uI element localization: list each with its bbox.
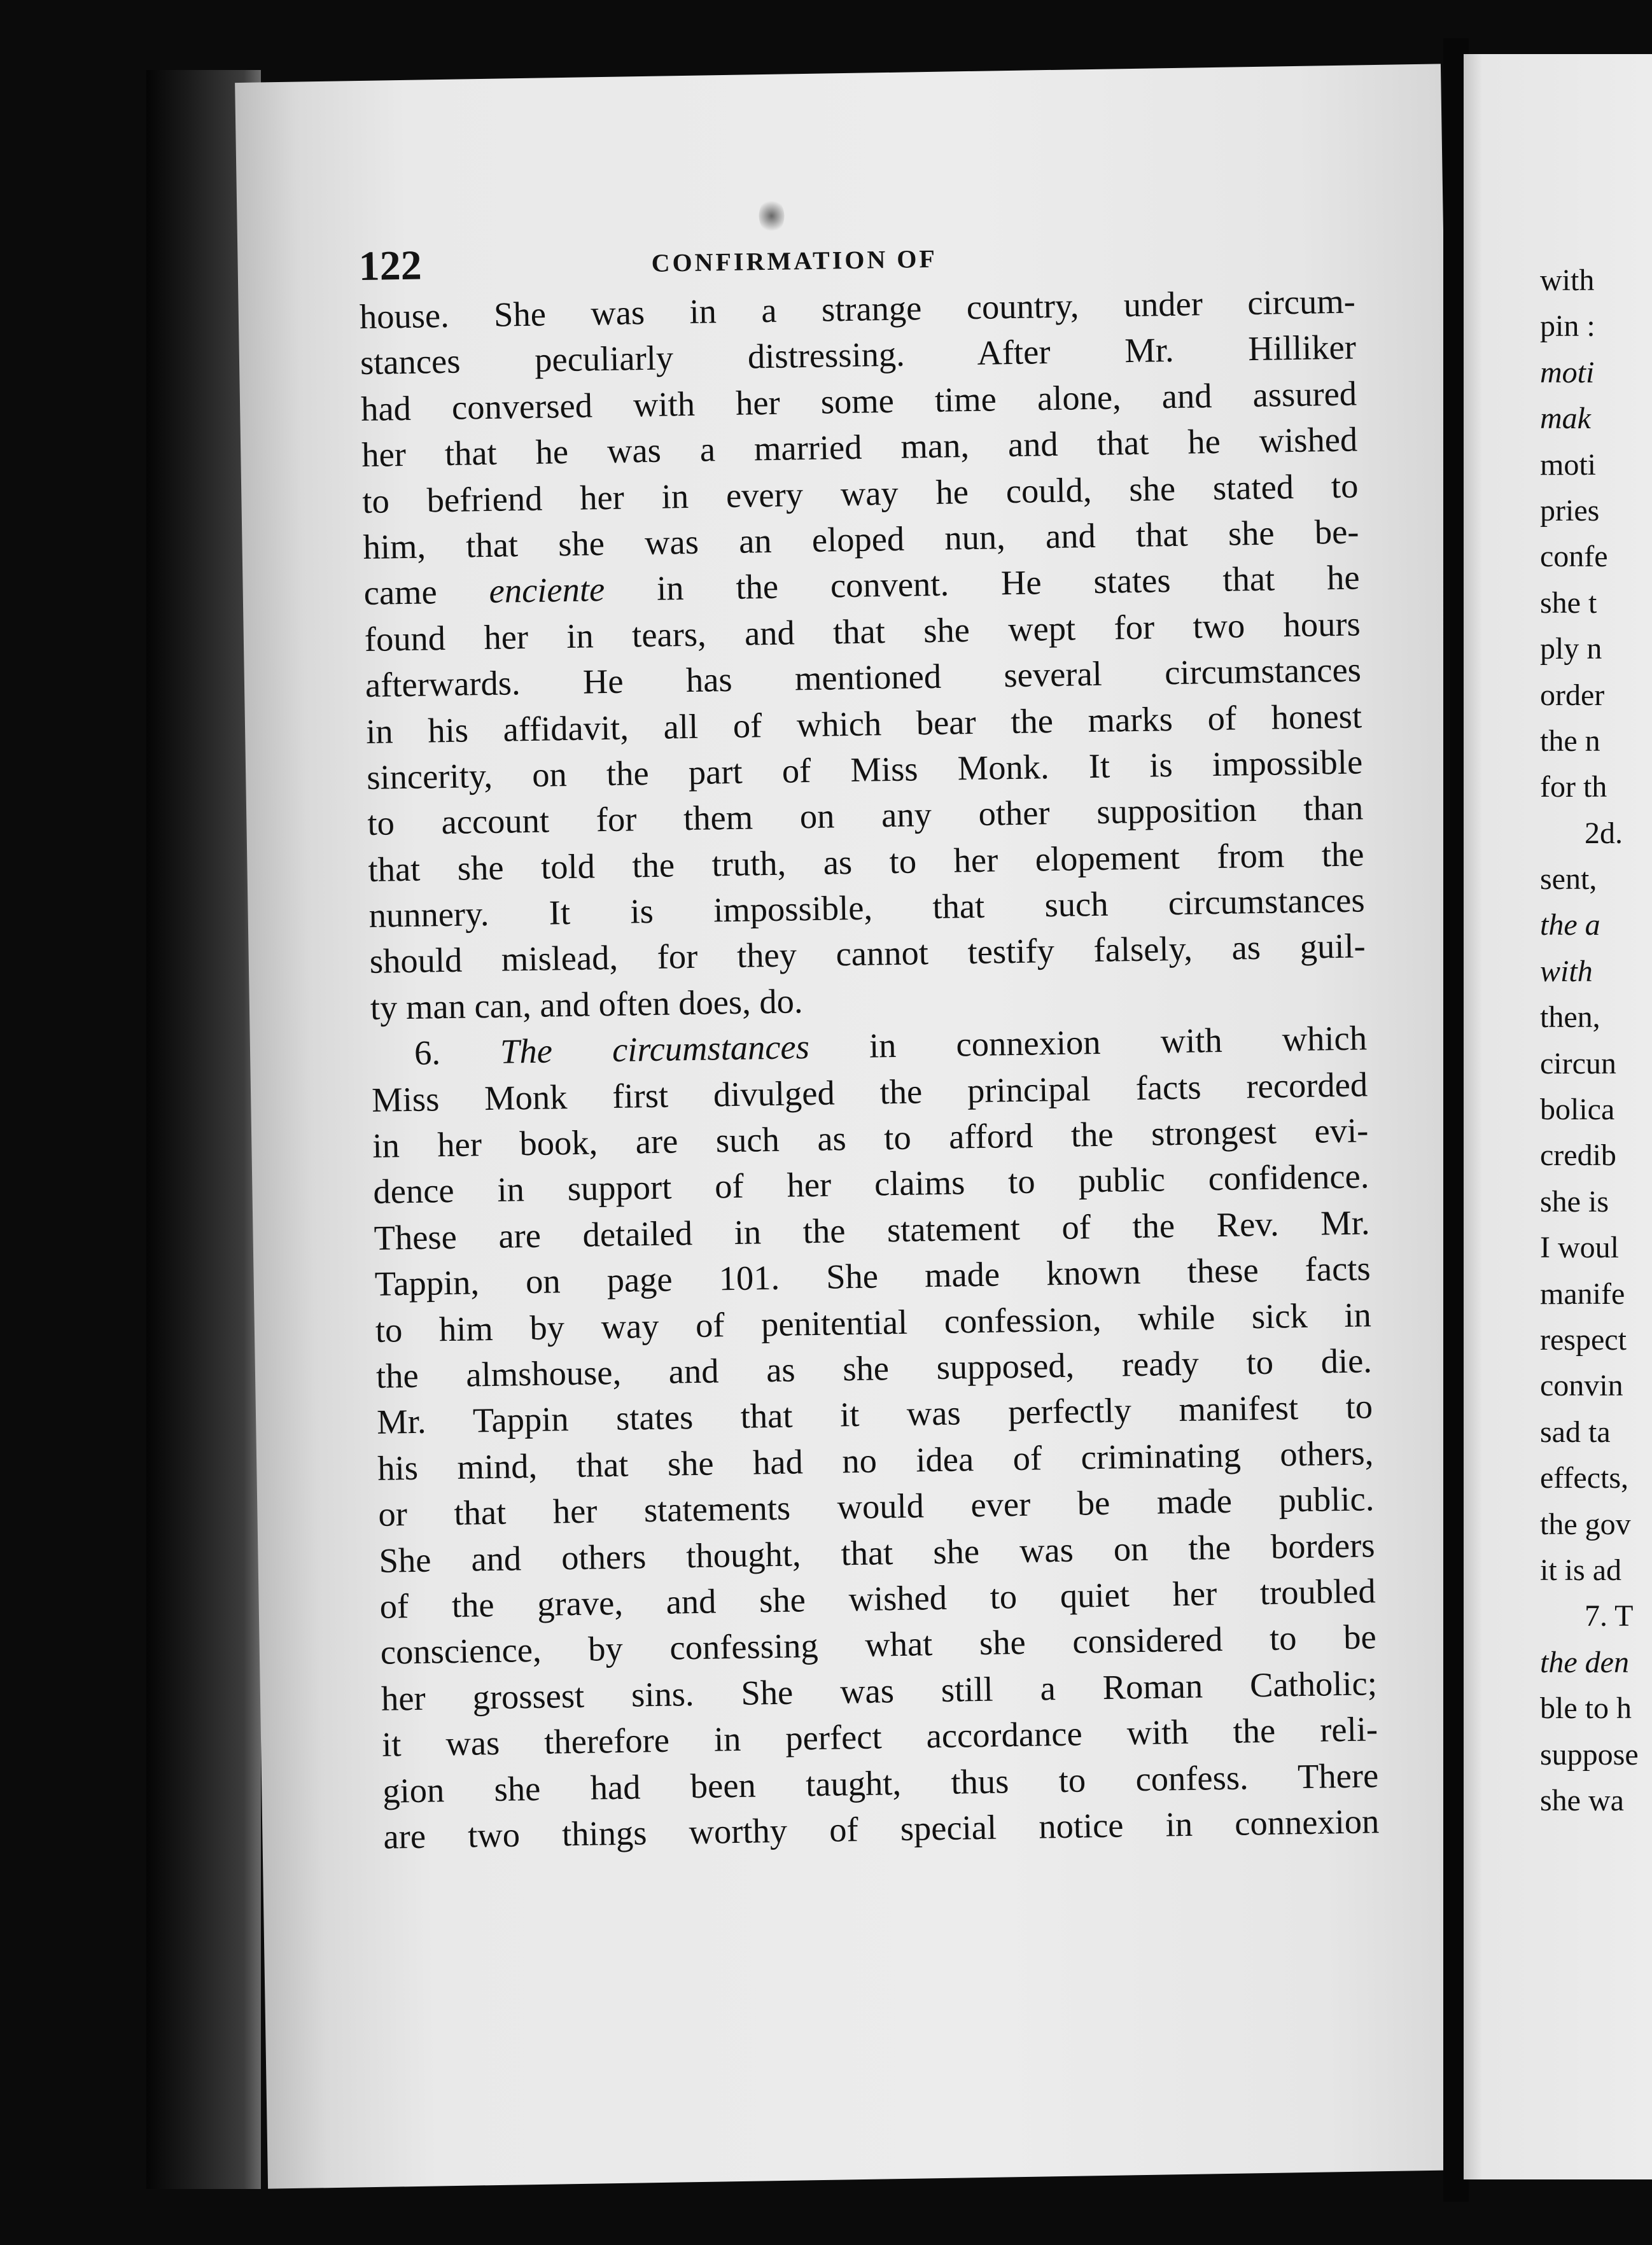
right-text-line: ply n — [1540, 632, 1602, 666]
right-text-line: she is — [1540, 1184, 1609, 1219]
text-segment: had conversed with her some time alone, and assured — [360, 374, 1357, 428]
text-segment: him, that she was an eloped nun, and that she be- — [363, 512, 1359, 566]
text-segment: found her in tears, and that she wept for two hours — [364, 604, 1361, 659]
text-segment: ty man can, and often does, do. — [370, 981, 803, 1027]
text-segment: that she told the truth, as to her elopement from the — [368, 834, 1364, 889]
right-text-line: confe — [1540, 540, 1608, 574]
text-segment: or that her statements would ever be made public. — [378, 1479, 1375, 1534]
right-text-line: for th — [1540, 770, 1607, 804]
text-segment: to him by way of penitential confession, while sick in — [375, 1294, 1372, 1350]
right-text-line: 2d. — [1585, 816, 1623, 850]
right-text-line: suppose — [1540, 1737, 1639, 1772]
text-segment: in his affidavit, all of which bear the marks of honest — [365, 696, 1362, 751]
text-segment: nunnery. It is impossible, that such circumstances — [368, 880, 1365, 935]
text-segment: Mr. Tappin states that it was perfectly manifest to — [376, 1387, 1373, 1442]
text-segment: Tappin, on page 101. She made known these facts — [374, 1248, 1371, 1304]
right-text-line: 7. T — [1585, 1599, 1634, 1633]
text-segment: These are detailed in the statement of the Rev. Mr. — [374, 1203, 1370, 1257]
italic-text: enciente — [489, 570, 605, 611]
left-page — [235, 64, 1474, 2188]
text-segment: stances peculiarly distressing. After Mr. Hilliker — [360, 327, 1357, 382]
right-text-line: effects, — [1540, 1461, 1629, 1495]
text-segment: of the grave, and she wished to quiet her troubled — [379, 1571, 1376, 1626]
text-segment: She and others thought, that she was on the borders — [379, 1525, 1375, 1580]
right-text-line: credib — [1540, 1138, 1616, 1173]
right-text-line: order — [1540, 678, 1605, 712]
right-text-line: the gov — [1540, 1507, 1631, 1541]
right-text-line: circun — [1540, 1046, 1616, 1081]
running-title: CONFIRMATION OF — [651, 244, 938, 277]
italic-text: The circumstances — [500, 1027, 810, 1071]
right-text-line: convin — [1540, 1369, 1623, 1403]
text-segment: to account for them on any other supposition than — [367, 788, 1364, 843]
right-text-line: pin : — [1540, 309, 1595, 344]
right-text-line: manife — [1540, 1276, 1625, 1311]
right-text-line: mak — [1540, 402, 1591, 436]
right-text-line: with — [1540, 954, 1593, 988]
right-text-line: sent, — [1540, 862, 1597, 897]
right-text-line: it is ad — [1540, 1553, 1621, 1587]
right-page-text — [1540, 258, 1652, 1824]
right-text-line: pries — [1540, 493, 1600, 528]
right-text-line: respect — [1540, 1322, 1627, 1357]
text-segment: are two things worthy of special notice in connexion — [382, 1801, 1380, 1856]
right-text-line: sad ta — [1540, 1415, 1611, 1449]
text-segment: conscience, by confessing what she considered to be — [380, 1617, 1377, 1672]
text-segment: her grossest sins. She was still a Roman Catholic; — [381, 1663, 1378, 1718]
body-text — [359, 278, 1379, 1860]
right-text-line: I woul — [1540, 1231, 1619, 1265]
text-segment: Miss Monk first divulged the principal facts recorded — [371, 1064, 1368, 1119]
right-page — [1464, 54, 1652, 2179]
right-text-line: moti — [1540, 447, 1597, 482]
text-segment: house. She was in a strange country, under circum- — [359, 281, 1356, 337]
right-text-line: the a — [1540, 908, 1600, 942]
text-segment: dence in support of her claims to public confidence. — [373, 1156, 1369, 1212]
right-text-line: with — [1540, 263, 1595, 297]
text-segment: afterwards. He has mentioned several circumstances — [365, 650, 1362, 705]
right-text-line: she wa — [1540, 1783, 1624, 1817]
right-text-line: then, — [1540, 1000, 1600, 1035]
ink-smudge — [759, 199, 785, 234]
text-segment: it was therefore in perfect accordance with the reli- — [381, 1709, 1378, 1764]
text-segment: in connexion with which — [809, 1018, 1368, 1067]
text-segment: came — [363, 571, 490, 613]
right-text-line: ble to h — [1540, 1691, 1632, 1726]
text-segment: his mind, that she had no idea of criminating others, — [377, 1433, 1374, 1488]
right-text-line: the n — [1540, 724, 1600, 758]
text-segment: the almshouse, and as she supposed, ready to die. — [375, 1341, 1373, 1395]
right-text-line: the den — [1540, 1645, 1629, 1679]
text-segment: 6. — [414, 1032, 501, 1073]
right-text-line: bolica — [1540, 1093, 1615, 1127]
right-text-line: moti — [1540, 355, 1595, 389]
text-segment: should mislead, for they cannot testify falsely, as guil- — [369, 926, 1366, 981]
text-segment: gion she had been taught, thus to confess. There — [382, 1755, 1379, 1810]
text-segment: in the convent. He states that he — [604, 557, 1361, 609]
page-number: 122 — [358, 242, 423, 290]
text-segment: in her book, are such as to afford the strongest evi- — [372, 1110, 1369, 1165]
text-segment: sincerity, on the part of Miss Monk. It is impossible — [366, 742, 1363, 797]
right-text-line: she t — [1540, 585, 1597, 620]
text-segment: to befriend her in every way he could, she stated to — [361, 466, 1359, 521]
text-segment: her that he was a married man, and that he wished — [361, 419, 1358, 475]
